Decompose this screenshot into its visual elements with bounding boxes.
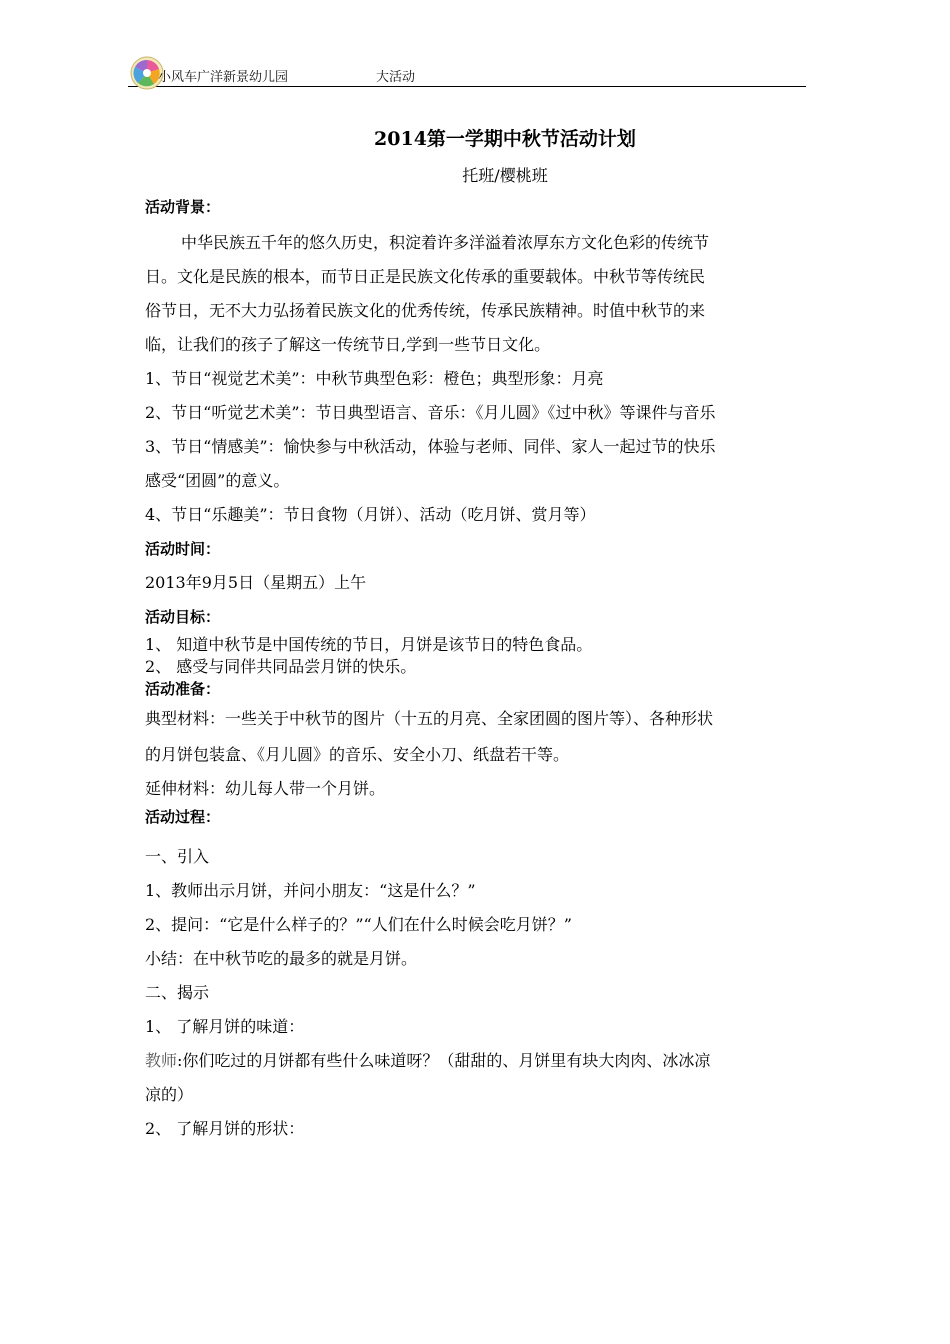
background-paragraph-line: 临，让我们的孩子了解这一传统节日,学到一些节日文化。: [145, 335, 551, 354]
process-line: 2、提问：“它是什么样子的？”“人们在什么时候会吃月饼？”: [145, 915, 572, 934]
prep-heading: 活动准备：: [145, 680, 221, 698]
document-title: 2014第一学期中秋节活动计划: [374, 128, 636, 150]
time-heading: 活动时间：: [145, 540, 221, 558]
prep-line: 典型材料：一些关于中秋节的图片（十五的月亮、全家团圆的图片等）、各种形状: [145, 709, 714, 728]
goal-item: 2、 感受与同伴共同品尝月饼的快乐。: [145, 657, 417, 676]
process-line: 2、 了解月饼的形状：: [145, 1119, 305, 1138]
background-heading: 活动背景：: [145, 198, 221, 216]
prep-line: 延伸材料：幼儿每人带一个月饼。: [145, 779, 386, 798]
background-paragraph-line: 日。文化是民族的根本，而节日正是民族文化传承的重要载体。中秋节等传统民: [145, 267, 706, 286]
teacher-question-continued: 凉的）: [145, 1085, 194, 1104]
background-item: 3、节日“情感美”：愉快参与中秋活动，体验与老师、同伴、家人一起过节的快乐: [145, 437, 716, 456]
background-paragraph-line: 中华民族五千年的悠久历史，积淀着许多洋溢着浓厚东方文化色彩的传统节: [181, 233, 710, 252]
background-item: 2、节日“听觉艺术美”：节日典型语言、音乐：《月儿圆》《过中秋》等课件与音乐: [145, 403, 716, 422]
background-item: 4、节日“乐趣美”：节日食物（月饼）、活动（吃月饼、赏月等）: [145, 505, 596, 524]
document-body: [145, 196, 810, 1146]
process-line: 1、教师出示月饼，并问小朋友：“这是什么？”: [145, 881, 476, 900]
process-line: 1、 了解月饼的味道：: [145, 1017, 305, 1036]
goals-heading: 活动目标：: [145, 608, 221, 626]
page-header: [128, 54, 806, 87]
header-activity-type: 大活动: [376, 70, 416, 85]
process-line: 小结：在中秋节吃的最多的就是月饼。: [145, 949, 418, 968]
header-organization: 小风车广洋新景幼儿园: [158, 70, 289, 85]
process-line: 二、揭示: [145, 983, 210, 1002]
goal-item: 1、 知道中秋节是中国传统的节日，月饼是该节日的特色食品。: [145, 635, 593, 654]
document-subtitle: 托班/樱桃班: [462, 166, 548, 185]
process-line: 一、引入: [145, 847, 210, 866]
background-item: 1、节日“视觉艺术美”：中秋节典型色彩：橙色；典型形象：月亮: [145, 369, 604, 388]
time-value: 2013年9月5日（星期五）上午: [145, 573, 367, 592]
prep-line: 的月饼包装盒、《月儿圆》的音乐、安全小刀、纸盘若干等。: [145, 745, 570, 764]
background-item: 感受“团圆”的意义。: [145, 471, 290, 490]
teacher-label: 教师: [145, 1051, 178, 1070]
process-heading: 活动过程：: [145, 808, 221, 826]
teacher-question: :你们吃过的月饼都有些什么味道呀？（甜甜的、月饼里有块大肉肉、冰冰凉: [177, 1051, 711, 1070]
teacher-question-line: [145, 1044, 810, 1078]
background-paragraph-line: 俗节日，无不大力弘扬着民族文化的优秀传统，传承民族精神。时值中秋节的来: [145, 301, 706, 320]
